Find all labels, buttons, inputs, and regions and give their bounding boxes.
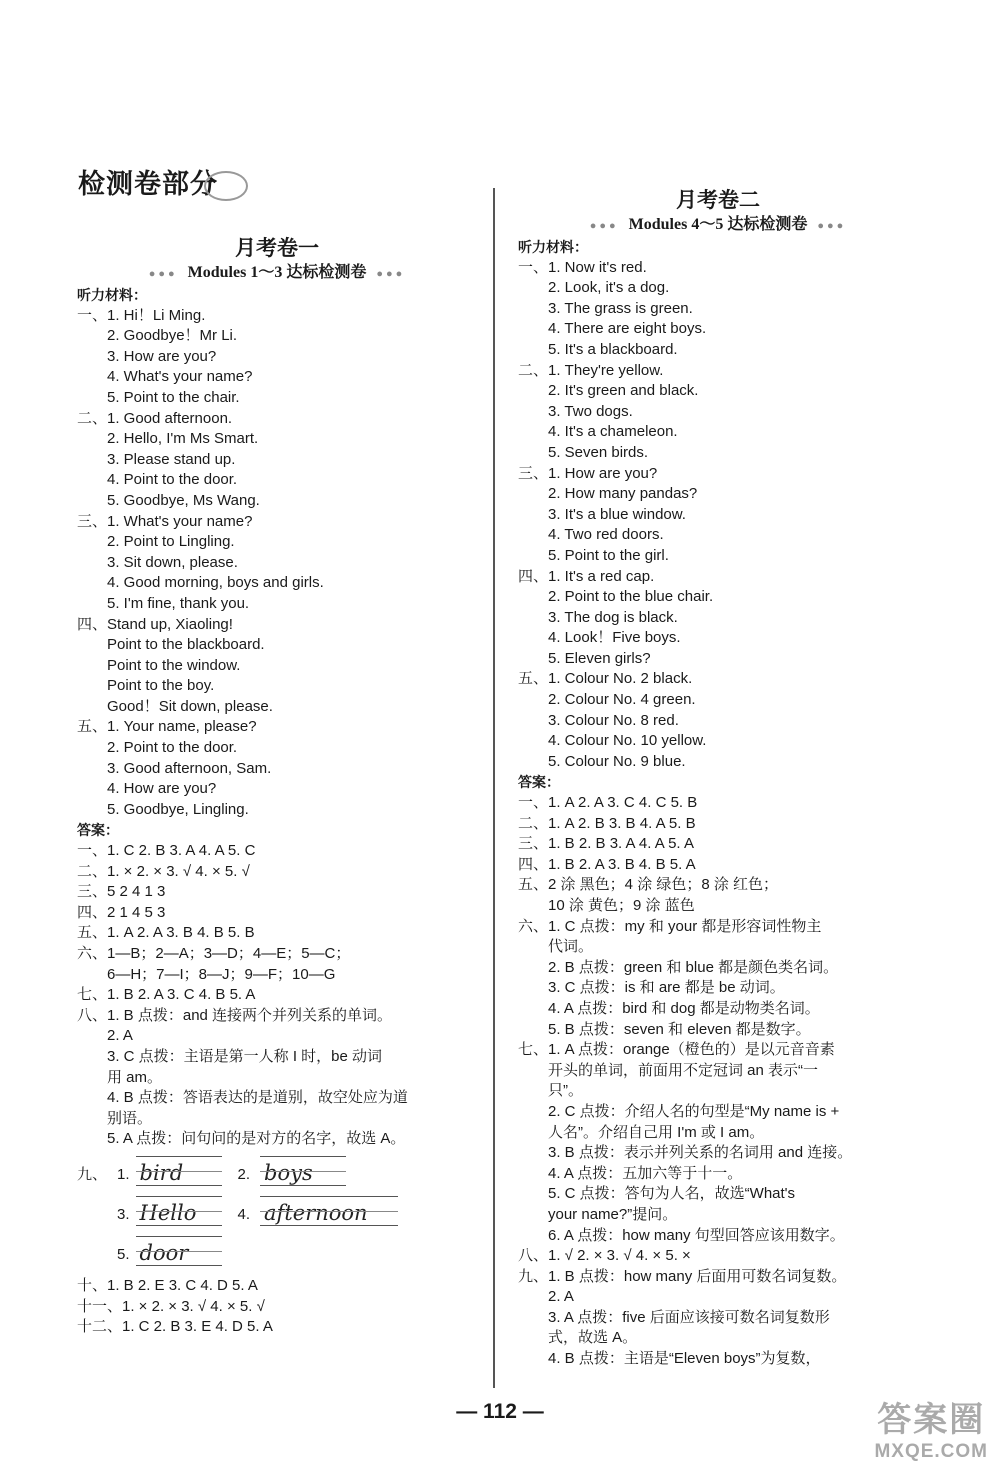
text-line: 5. Colour No. 9 blue. bbox=[548, 752, 686, 770]
writing-section bbox=[77, 1156, 477, 1266]
text-line: 二、1. × 2. × 3. √ 4. × 5. √ bbox=[77, 862, 250, 880]
text-line: 2. Colour No. 4 green. bbox=[548, 691, 696, 709]
writing-num: 1. bbox=[117, 1166, 130, 1184]
text-line: 4. It's a chameleon. bbox=[548, 423, 678, 441]
watermark-logo bbox=[874, 1392, 988, 1463]
writing-row bbox=[77, 1236, 477, 1266]
left-listening-list bbox=[77, 306, 477, 821]
text-line: 2. A bbox=[548, 1288, 574, 1306]
text-line: 4. Look！Five boys. bbox=[548, 629, 681, 647]
writing-label: 九、 bbox=[77, 1166, 108, 1184]
text-line: 4. How are you? bbox=[107, 780, 217, 798]
text-line: 5. A 点拨：问句问的是对方的名字，故选 A。 bbox=[107, 1130, 406, 1148]
text-line: 2. Point to the blue chair. bbox=[548, 588, 714, 606]
text-line: 4. B 点拨：答语表达的是道别，故空处应为道 bbox=[107, 1089, 408, 1107]
text-line: 3. Colour No. 8 red. bbox=[548, 711, 679, 729]
text-line: 4. Colour No. 10 yellow. bbox=[548, 732, 707, 750]
text-line: 2. Look, it's a dog. bbox=[548, 279, 670, 297]
writing-row bbox=[77, 1196, 477, 1226]
left-subtitle-row bbox=[77, 262, 477, 285]
text-line: 七、1. B 2. A 3. C 4. B 5. A bbox=[77, 986, 256, 1004]
right-answers-list bbox=[518, 793, 918, 1370]
text-line: 别语。 bbox=[107, 1109, 153, 1127]
watermark-url: MXQE.COM bbox=[874, 1441, 988, 1462]
text-line: 代词。 bbox=[548, 938, 594, 956]
text-line: 5. Point to the girl. bbox=[548, 546, 669, 564]
writing-num: 2. bbox=[237, 1166, 251, 1184]
right-column bbox=[518, 188, 918, 1370]
text-line: 3. The dog is black. bbox=[548, 608, 678, 626]
dots-decoration: ●●● bbox=[589, 220, 619, 232]
swirl-decoration bbox=[204, 171, 248, 201]
text-line: 5. I'm fine, thank you. bbox=[107, 594, 250, 612]
text-line: 五、1. Colour No. 2 black. bbox=[518, 670, 693, 688]
text-line: 一、1. Hi！Li Ming. bbox=[77, 306, 206, 324]
text-line: 5. Point to the chair. bbox=[107, 388, 240, 406]
text-line: 4. Good morning, boys and girls. bbox=[107, 574, 324, 592]
left-answers-end-list bbox=[77, 1276, 477, 1338]
text-line: 4. A 点拨：bird 和 dog 都是动物类名词。 bbox=[548, 999, 820, 1017]
text-line: 用 am。 bbox=[107, 1068, 163, 1086]
text-line: 2. A bbox=[107, 1027, 133, 1045]
dots-decoration: ●●● bbox=[376, 268, 406, 280]
text-line: 十二、1. C 2. B 3. E 4. D 5. A bbox=[77, 1318, 273, 1336]
text-line: 3. How are you? bbox=[107, 347, 217, 365]
text-line: 一、1. C 2. B 3. A 4. A 5. C bbox=[77, 842, 256, 860]
text-line: your name?”提问。 bbox=[548, 1205, 678, 1223]
handwritten-word: bird bbox=[136, 1156, 222, 1186]
text-line: 2. It's green and black. bbox=[548, 382, 699, 400]
right-subtitle: Modules 4～5 达标检测卷 bbox=[628, 216, 808, 233]
right-subtitle-row bbox=[518, 214, 918, 237]
text-line: 3. B 点拨：表示并列关系的名词用 and 连接。 bbox=[548, 1144, 853, 1162]
section-header bbox=[78, 162, 248, 201]
handwritten-word: afternoon bbox=[260, 1196, 398, 1226]
text-line: 四、1. B 2. A 3. B 4. B 5. A bbox=[518, 855, 696, 873]
text-line: 3. Please stand up. bbox=[107, 450, 236, 468]
text-line: 八、1. √ 2. × 3. √ 4. × 5. × bbox=[518, 1247, 691, 1265]
handwritten-word: boys bbox=[260, 1156, 346, 1186]
text-line: 七、1. A 点拨：orange（橙色的）是以元音音素 bbox=[518, 1041, 835, 1059]
text-line: 六、1. C 点拨：my 和 your 都是形容词性物主 bbox=[518, 917, 822, 935]
text-line: 4. What's your name? bbox=[107, 368, 253, 386]
text-line: Good！Sit down, please. bbox=[107, 697, 273, 715]
text-line: 式，故选 A。 bbox=[548, 1329, 638, 1347]
left-answers-list bbox=[77, 841, 477, 1150]
text-line: 五、1. A 2. A 3. B 4. B 5. B bbox=[77, 924, 255, 942]
text-line: 4. B 点拨：主语是“Eleven boys”为复数， bbox=[548, 1350, 821, 1368]
text-line: 2. Point to Lingling. bbox=[107, 533, 235, 551]
text-line: 3. C 点拨：主语是第一人称 I 时，be 动词 bbox=[107, 1047, 383, 1065]
text-line: 2. C 点拨：介绍人名的句型是“My name is + bbox=[548, 1102, 840, 1120]
text-line: 4. Two red doors. bbox=[548, 526, 664, 544]
text-line: 10 涂 黄色；9 涂 蓝色 bbox=[548, 897, 695, 914]
text-line: 四、1. It's a red cap. bbox=[518, 567, 655, 585]
page-number: — 112 — bbox=[456, 1400, 544, 1423]
text-line: 四、Stand up, Xiaoling! bbox=[77, 615, 233, 633]
text-line: 只”。 bbox=[548, 1082, 583, 1100]
text-line: 4. There are eight boys. bbox=[548, 320, 707, 338]
dots-decoration: ●●● bbox=[817, 220, 847, 232]
text-line: 六、1—B；2—A；3—D；4—E；5—C； bbox=[77, 945, 351, 962]
text-line: 5. It's a blackboard. bbox=[548, 340, 678, 358]
text-line: 开头的单词，前面用不定冠词 an 表示“一 bbox=[548, 1061, 819, 1079]
watermark-text: 答案圈 bbox=[877, 1401, 986, 1439]
text-line: 八、1. B 点拨：and 连接两个并列关系的单词。 bbox=[77, 1006, 393, 1024]
text-line: 3. Two dogs. bbox=[548, 402, 633, 420]
text-line: 3. The grass is green. bbox=[548, 299, 693, 317]
left-column bbox=[77, 236, 477, 1338]
text-line: 2. B 点拨：green 和 blue 都是颜色类名词。 bbox=[548, 958, 839, 976]
text-line: 五、1. Your name, please? bbox=[77, 718, 257, 736]
text-line: 三、5 2 4 1 3 bbox=[77, 883, 166, 901]
right-listening-list bbox=[518, 258, 918, 773]
text-line: 十、1. B 2. E 3. C 4. D 5. A bbox=[77, 1276, 258, 1294]
text-line: 5. Goodbye, Ms Wang. bbox=[107, 491, 260, 509]
left-listening-heading: 听力材料： bbox=[77, 287, 147, 303]
text-line: 二、1. A 2. B 3. B 4. A 5. B bbox=[518, 814, 696, 832]
text-line: 5. C 点拨：答句为人名，故选“What's bbox=[548, 1185, 796, 1203]
text-line: 2. Point to the door. bbox=[107, 739, 238, 757]
handwritten-word: Hello bbox=[136, 1196, 222, 1226]
right-title: 月考卷二 bbox=[676, 189, 760, 212]
text-line: 一、1. Now it's red. bbox=[518, 258, 647, 276]
text-line: 6. A 点拨：how many 句型回答应该用数字。 bbox=[548, 1226, 845, 1244]
handwritten-word: door bbox=[136, 1236, 222, 1266]
right-answers-heading: 答案： bbox=[518, 774, 560, 791]
left-subtitle: Modules 1～3 达标检测卷 bbox=[187, 264, 367, 281]
text-line: 3. Good afternoon, Sam. bbox=[107, 759, 272, 777]
text-line: 5. Eleven girls? bbox=[548, 649, 651, 667]
text-line: 二、1. They're yellow. bbox=[518, 361, 664, 379]
left-title: 月考卷一 bbox=[235, 237, 319, 260]
writing-num: 5. bbox=[117, 1246, 130, 1264]
text-line: 九、1. B 点拨：how many 后面用可数名词复数。 bbox=[518, 1267, 847, 1285]
writing-num: 3. bbox=[117, 1206, 130, 1224]
text-line: 五、2 涂 黑色；4 涂 绿色；8 涂 红色； bbox=[518, 876, 779, 894]
text-line: 四、2 1 4 5 3 bbox=[77, 903, 166, 921]
text-line: 2. Hello, I'm Ms Smart. bbox=[107, 430, 259, 448]
text-line: 3. A 点拨：five 后面应该接可数名词复数形 bbox=[548, 1308, 830, 1326]
text-line: 2. How many pandas? bbox=[548, 485, 698, 503]
dots-decoration: ●●● bbox=[148, 268, 178, 280]
text-line: 4. A 点拨：五加六等于十一。 bbox=[548, 1164, 743, 1182]
text-line: 6—H；7—I；8—J；9—F；10—G bbox=[107, 965, 336, 983]
text-line: 三、1. B 2. B 3. A 4. A 5. A bbox=[518, 835, 694, 853]
text-line: 5. Seven birds. bbox=[548, 443, 649, 461]
text-line: 5. Goodbye, Lingling. bbox=[107, 800, 249, 818]
text-line: 4. Point to the door. bbox=[107, 471, 238, 489]
text-line: 3. It's a blue window. bbox=[548, 505, 686, 523]
text-line: 5. B 点拨：seven 和 eleven 都是数字。 bbox=[548, 1020, 811, 1038]
writing-num: 4. bbox=[237, 1206, 251, 1224]
text-line: 3. Sit down, please. bbox=[107, 553, 238, 571]
left-answers-heading: 答案： bbox=[77, 822, 119, 839]
text-line: 三、1. How are you? bbox=[518, 464, 658, 482]
text-line: Point to the blackboard. bbox=[107, 636, 265, 654]
writing-row bbox=[77, 1156, 477, 1186]
text-line: 十一、1. × 2. × 3. √ 4. × 5. √ bbox=[77, 1297, 265, 1315]
text-line: Point to the boy. bbox=[107, 677, 215, 695]
section-header-text: 检测卷部分 bbox=[78, 169, 218, 199]
right-listening-heading: 听力材料： bbox=[518, 239, 588, 255]
text-line: 3. C 点拨：is 和 are 都是 be 动词。 bbox=[548, 979, 785, 997]
text-line: 人名”。介绍自己用 I'm 或 I am。 bbox=[548, 1123, 765, 1141]
text-line: Point to the window. bbox=[107, 656, 241, 674]
column-divider bbox=[493, 188, 495, 1388]
text-line: 二、1. Good afternoon. bbox=[77, 409, 233, 427]
text-line: 三、1. What's your name? bbox=[77, 512, 253, 530]
text-line: 一、1. A 2. A 3. C 4. C 5. B bbox=[518, 794, 698, 812]
text-line: 2. Goodbye！Mr Li. bbox=[107, 327, 238, 345]
